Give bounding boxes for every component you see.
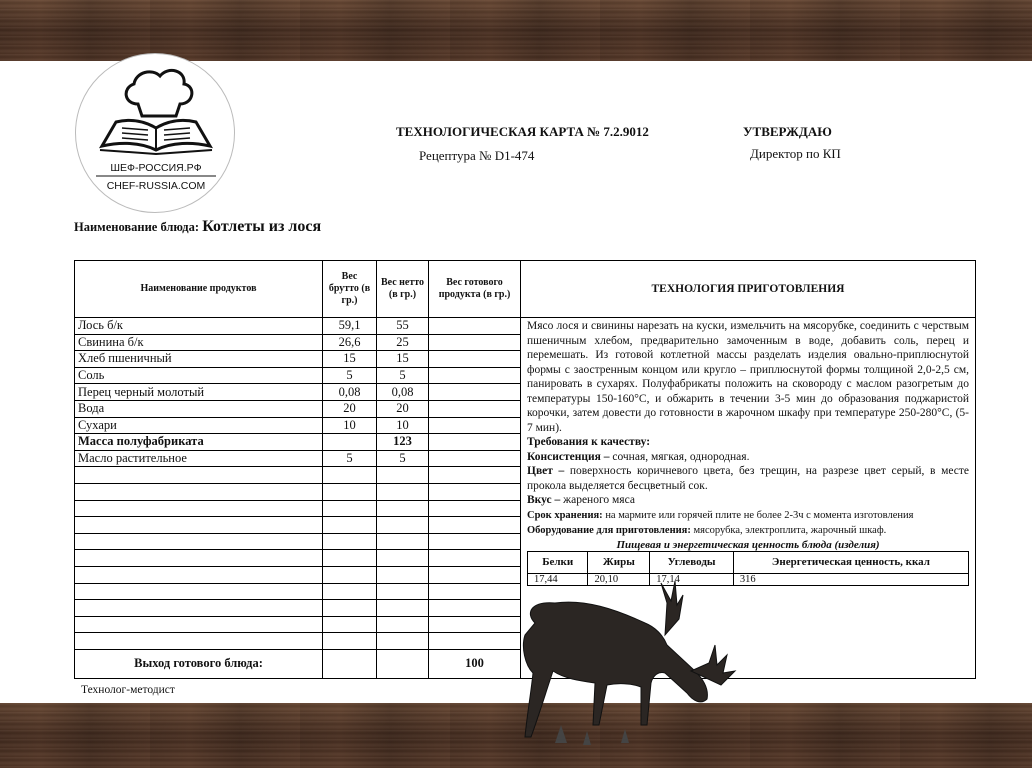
net-value: 25 bbox=[377, 334, 429, 351]
nutrition-header-energy: Энергетическая ценность, ккал bbox=[733, 551, 968, 573]
gross-value: 10 bbox=[323, 417, 377, 434]
finished-value bbox=[429, 434, 521, 451]
net-value: 55 bbox=[377, 318, 429, 335]
consistency-text: сочная, мягкая, однородная. bbox=[609, 450, 750, 463]
product-name: Хлеб пшеничный bbox=[75, 351, 323, 368]
shelf-life-label: Срок хранения: bbox=[527, 509, 603, 521]
color-label: Цвет – bbox=[527, 465, 565, 477]
dish-label: Наименование блюда: bbox=[74, 220, 199, 234]
nutrition-fat: 20,10 bbox=[588, 573, 650, 585]
header-gross: Вес брутто (в гр.) bbox=[323, 261, 377, 318]
color-text: поверхность коричневого цвета, без трещин, на разрезе цвет серый, в месте прокола выделяется бесцветный сок. bbox=[527, 465, 969, 492]
net-value: 5 bbox=[377, 450, 429, 467]
technology-description: Мясо лося и свинины нарезать на куски, измельчить на мясорубке, соединить с черствым пшеничным хлебом, предварительно замоченным в воде, добавить соль, перец и перемешать. Из готовой котлетной массы разделать изделия овально-приплюснутой формы с заостренным концом или кругло – приплюснутой формы толщиной 2,0-2,5 см, панировать в сухарях. Полуфабрикаты положить на сковороду с маслом разогретым до температуры 150-160°С, и обжарить в течении 3-5 мин до образования поджаристой корочки, затем довести до готовности в жарочном шкафу при температуре 250-280°С, (5-7 мин). bbox=[527, 320, 969, 434]
gross-value: 5 bbox=[323, 450, 377, 467]
logo-text-en: CHEF-RUSSIA.COM bbox=[106, 180, 206, 192]
card-title: ТЕХНОЛОГИЧЕСКАЯ КАРТА № 7.2.9012 bbox=[396, 124, 649, 139]
net-value: 5 bbox=[377, 367, 429, 384]
recipe-number: Рецептура № D1-474 bbox=[419, 148, 535, 163]
moose-illustration bbox=[495, 575, 745, 755]
equipment-label: Оборудование для приготовления: bbox=[527, 525, 691, 536]
gross-value: 15 bbox=[323, 351, 377, 368]
logo bbox=[75, 53, 235, 213]
product-name: Лось б/к bbox=[75, 318, 323, 335]
gross-value: 26,6 bbox=[323, 334, 377, 351]
wood-header-bar bbox=[0, 0, 1032, 61]
dish-name-line bbox=[74, 218, 321, 236]
director-label: Директор по КП bbox=[750, 146, 841, 161]
gross-value: 20 bbox=[323, 400, 377, 417]
net-value: 10 bbox=[377, 417, 429, 434]
nutrition-carbs: 17,14 bbox=[650, 573, 734, 585]
nutrition-protein: 17,44 bbox=[528, 573, 588, 585]
net-value: 123 bbox=[377, 434, 429, 451]
taste-text: жареного мяса bbox=[560, 494, 635, 506]
finished-value bbox=[429, 417, 521, 434]
finished-value bbox=[429, 400, 521, 417]
taste-label: Вкус – bbox=[527, 494, 561, 506]
header-finished: Вес готового продукта (в гр.) bbox=[429, 261, 521, 318]
output-label: Выход готового блюда: bbox=[75, 649, 323, 678]
table-row bbox=[75, 318, 976, 335]
gross-value bbox=[323, 434, 377, 451]
nutrition-header-protein: Белки bbox=[528, 551, 588, 573]
product-name: Масса полуфабриката bbox=[75, 434, 323, 451]
gross-value: 5 bbox=[323, 367, 377, 384]
finished-value bbox=[429, 351, 521, 368]
product-name: Сухари bbox=[75, 417, 323, 434]
finished-value bbox=[429, 367, 521, 384]
product-name: Масло растительное bbox=[75, 450, 323, 467]
technologist-label: Технолог-методист bbox=[81, 684, 175, 696]
net-value: 0,08 bbox=[377, 384, 429, 401]
net-value: 20 bbox=[377, 400, 429, 417]
quality-title: Требования к качеству: bbox=[527, 436, 651, 448]
gross-value: 59,1 bbox=[323, 318, 377, 335]
table-header-row bbox=[75, 261, 976, 318]
finished-value bbox=[429, 334, 521, 351]
finished-value bbox=[429, 450, 521, 467]
header-product: Наименование продуктов bbox=[75, 261, 323, 318]
nutrition-header-carbs: Углеводы bbox=[650, 551, 734, 573]
product-name: Вода bbox=[75, 400, 323, 417]
consistency-label: Консистенция – bbox=[527, 450, 610, 463]
gross-value: 0,08 bbox=[323, 384, 377, 401]
approve-label: УТВЕРЖДАЮ bbox=[743, 124, 832, 139]
net-value: 15 bbox=[377, 351, 429, 368]
finished-value bbox=[429, 384, 521, 401]
equipment-text: мясорубка, электроплита, жарочный шкаф. bbox=[690, 525, 887, 536]
shelf-life-text: на мармите или горячей плите не более 2-3ч с момента изготовления bbox=[602, 509, 914, 521]
finished-value bbox=[429, 318, 521, 335]
nutrition-header-row bbox=[528, 551, 969, 573]
dish-name: Котлеты из лося bbox=[202, 218, 322, 235]
output-value: 100 bbox=[429, 649, 521, 678]
nutrition-energy: 316 bbox=[733, 573, 968, 585]
logo-text-ru: ШЕФ-РОССИЯ.РФ bbox=[110, 162, 202, 174]
header-net: Вес нетто (в гр.) bbox=[377, 261, 429, 318]
nutrition-header-fat: Жиры bbox=[588, 551, 650, 573]
product-name: Свинина б/к bbox=[75, 334, 323, 351]
product-name: Перец черный молотый bbox=[75, 384, 323, 401]
product-name: Соль bbox=[75, 367, 323, 384]
nutrition-caption: Пищевая и энергетическая ценность блюда (изделия) bbox=[616, 538, 880, 551]
technology-text bbox=[521, 318, 975, 539]
header-technology: ТЕХНОЛОГИЯ ПРИГОТОВЛЕНИЯ bbox=[521, 261, 976, 318]
